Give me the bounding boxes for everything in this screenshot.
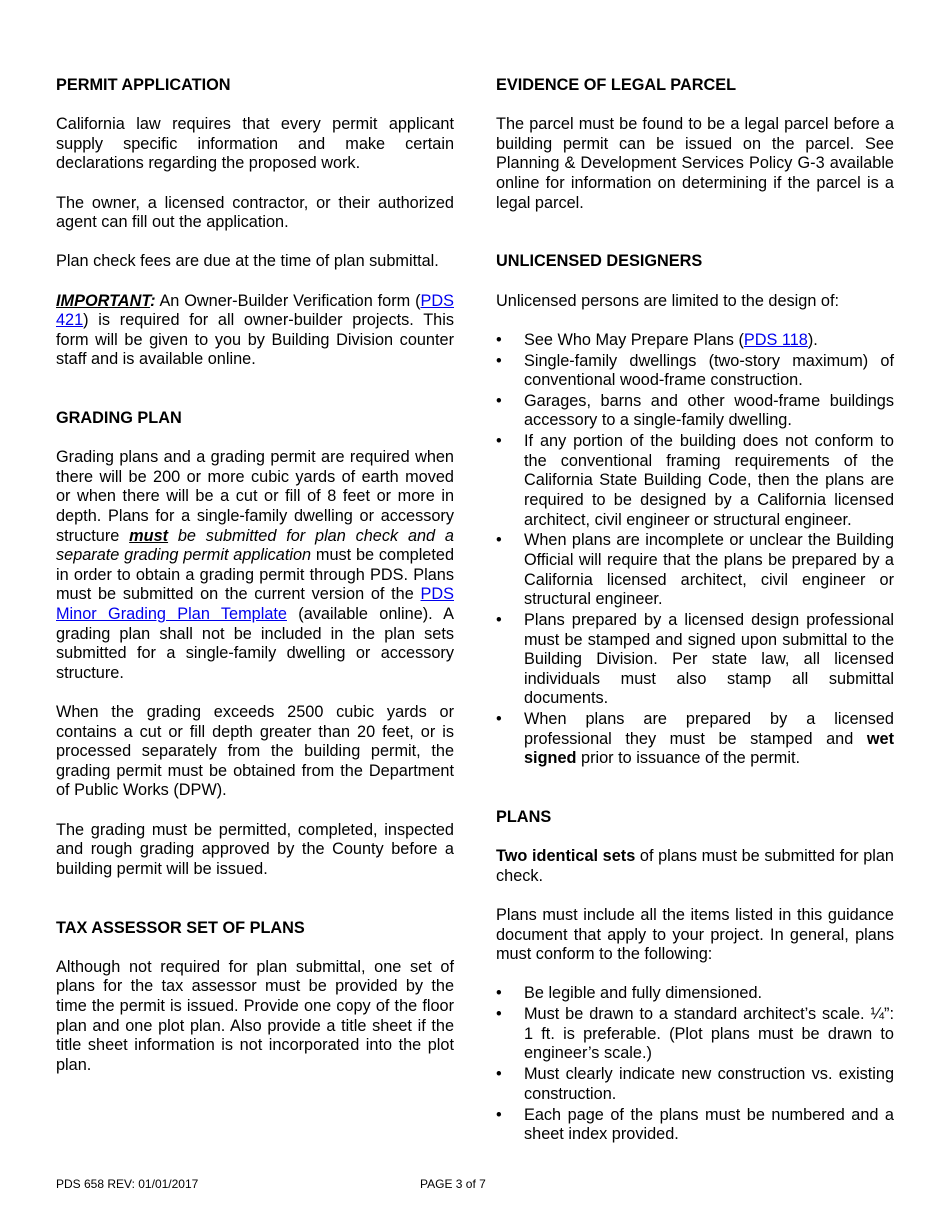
- list-item: • Must clearly indicate new construction vs. existing construction.: [496, 1065, 894, 1103]
- grading-paragraph-1: Grading plans and a grading permit are required when there will be 200 or more cubic yards of earth moved or when there will be a cut or fill of 8 feet or more in depth. Plans for a single-family dwelling or accessory structure must be submitted for plan check and a separate grading permit application must be completed in order to obtain a grading permit through PDS. Plans must be submitted on the current version of the PDS Minor Grading Plan Template (available online). A grading plan shall not be included in the plan sets submitted for a single-family dwelling or accessory structure.: [56, 448, 454, 682]
- bullet-icon: •: [496, 330, 502, 349]
- permit-paragraph-3: Plan check fees are due at the time of plan submittal.: [56, 252, 439, 271]
- legal-parcel-heading: EVIDENCE OF LEGAL PARCEL: [496, 76, 737, 94]
- bullet-icon: •: [496, 531, 502, 550]
- unlicensed-list: [496, 331, 894, 769]
- unlicensed-intro: Unlicensed persons are limited to the design of:: [496, 291, 840, 310]
- list-item: • If any portion of the building does not conform to the conventional framing requirements of the California State Building Code, then the plans are required to be designed by a California licensed architect, civil engineer or structural engineer.: [496, 432, 894, 529]
- pds-421-link[interactable]: PDS 421: [56, 291, 454, 330]
- bullet-icon: •: [496, 984, 502, 1003]
- must-emphasis: must: [129, 526, 169, 545]
- permit-paragraph-2: The owner, a licensed contractor, or their authorized agent can fill out the application.: [56, 193, 454, 232]
- bullet-icon: •: [496, 1065, 502, 1084]
- grading-plan-heading: GRADING PLAN: [56, 409, 182, 428]
- list-item: • Be legible and fully dimensioned.: [496, 984, 763, 1003]
- list-item: • Each page of the plans must be numbered and a sheet index provided.: [496, 1105, 894, 1144]
- tax-assessor-heading: TAX ASSESSOR SET OF PLANS: [56, 918, 305, 937]
- bullet-icon: •: [496, 391, 502, 410]
- plans-paragraph-1: Two identical sets of plans must be submitted for plan check.: [496, 847, 894, 885]
- bullet-icon: •: [496, 710, 502, 729]
- plans-list: [496, 984, 894, 1144]
- list-item: • Garages, barns and other wood-frame buildings accessory to a single-family dwelling.: [496, 391, 894, 430]
- list-item: • Must be drawn to a standard architect’s scale. ¼”: 1 ft. is preferable. (Plot plans must be drawn to engineer’s scale.): [496, 1005, 894, 1063]
- list-item: • When plans are prepared by a licensed professional they must be stamped and wet signed prior to issuance of the permit.: [496, 710, 894, 768]
- bullet-icon: •: [496, 610, 502, 629]
- legal-parcel-paragraph: The parcel must be found to be a legal parcel before a building permit can be issued on the parcel. See Planning & Development Services Policy G-3 available online for information on determining if the parcel is a legal parcel.: [496, 115, 894, 212]
- grading-paragraph-3: The grading must be permitted, completed, inspected and rough grading approved by the County before a building permit will be issued.: [56, 820, 454, 878]
- permit-paragraph-1: California law requires that every permit applicant supply specific information and make certain declarations regarding the proposed work.: [56, 115, 454, 173]
- bullet-icon: •: [496, 432, 502, 451]
- bullet-icon: •: [496, 351, 502, 370]
- footer-form-number: PDS 658 REV: 01/01/2017: [56, 1177, 199, 1191]
- permit-application-heading: PERMIT APPLICATION: [56, 76, 231, 94]
- list-item: • When plans are incomplete or unclear the Building Official will require that the plans be prepared by a California licensed architect, civil engineer or structural engineer.: [496, 531, 894, 609]
- minor-grading-template-link[interactable]: PDS Minor Grading Plan Template: [56, 585, 454, 624]
- list-item: • Single-family dwellings (two-story maximum) of conventional wood-frame construction.: [496, 351, 894, 390]
- important-label: IMPORTANT: [56, 291, 151, 310]
- permit-important-paragraph: IMPORTANT: An Owner-Builder Verification form (PDS 421) is required for all owner-builder projects. This form will be given to you by Building Division counter staff and is available online.: [56, 291, 454, 369]
- unlicensed-designers-heading: UNLICENSED DESIGNERS: [496, 252, 703, 271]
- list-item: • See Who May Prepare Plans (PDS 118).: [496, 330, 818, 349]
- right-column: [496, 76, 894, 1164]
- list-item: • Plans prepared by a licensed design professional must be stamped and signed upon submittal to the Building Division. Per state law, all licensed individuals must also stamp all submittal documents.: [496, 610, 894, 708]
- bullet-icon: •: [496, 1005, 502, 1024]
- bullet-icon: •: [496, 1105, 502, 1124]
- plans-paragraph-2: Plans must include all the items listed in this guidance document that apply to your project. In general, plans must conform to the following:: [496, 906, 894, 964]
- plans-heading: PLANS: [496, 808, 552, 827]
- footer-page-number: PAGE 3 of 7: [420, 1177, 486, 1191]
- left-column: [56, 76, 454, 1095]
- tax-assessor-paragraph: Although not required for plan submittal, one set of plans for the tax assessor must be provided by the time the permit is issued. Provide one copy of the floor plan and one plot plan. Also provide a title sheet if the title sheet information is not incorporated into the plot plan.: [56, 957, 454, 1074]
- grading-paragraph-2: When the grading exceeds 2500 cubic yards or contains a cut or fill depth greater than 20 feet, or is processed separately from the building permit, the grading permit must be obtained from the Department of Public Works (DPW).: [56, 703, 454, 800]
- pds-118-link[interactable]: PDS 118: [743, 330, 808, 349]
